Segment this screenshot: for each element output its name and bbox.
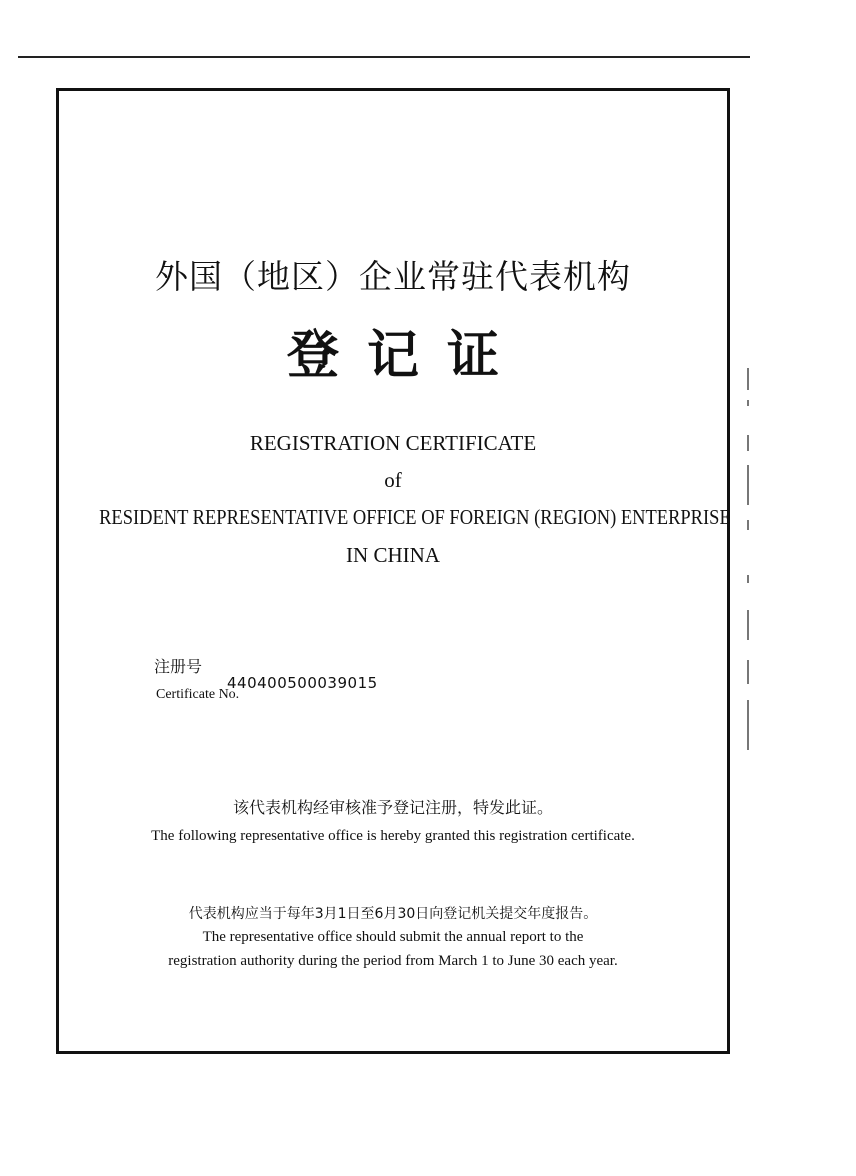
scan-mark: [747, 465, 749, 505]
scan-mark: [747, 660, 749, 684]
certificate-location-en: IN CHINA: [346, 543, 440, 567]
scan-mark: [747, 700, 749, 750]
scan-top-rule: [18, 56, 750, 58]
report-notice-cn: 代表机构应当于每年3月1日至6月30日向登记机关提交年度报告。: [188, 906, 598, 922]
certificate-number-label-en: Certificate No.: [156, 687, 240, 702]
scan-mark: [747, 575, 749, 583]
certificate-number-label-cn: 注册号: [154, 657, 203, 676]
report-notice-en-line2: registration authority during the period from March 1 to June 30 each year.: [168, 953, 618, 969]
certificate-of-en: of: [384, 468, 402, 492]
grant-statement-en: The following representative office is hereby granted this registration certificate.: [151, 828, 635, 844]
certificate-number-value: 440400500039015: [227, 674, 378, 692]
scan-mark: [747, 610, 749, 640]
scan-edge-marks: [747, 360, 751, 760]
certificate-subtitle-en: RESIDENT REPRESENTATIVE OFFICE OF FOREIGN (REGION) ENTERPRISE: [99, 505, 731, 529]
certificate-frame: [56, 88, 730, 1054]
grant-statement-cn: 该代表机构经审核准予登记注册，特发此证。: [232, 798, 553, 817]
scan-mark: [747, 435, 749, 451]
scan-mark: [747, 520, 749, 530]
certificate-title-en: REGISTRATION CERTIFICATE: [249, 431, 537, 455]
scan-mark: [747, 400, 749, 406]
certificate-subtitle-cn: 登记证: [286, 326, 527, 386]
scan-mark: [747, 368, 749, 390]
report-notice-en-line1: The representative office should submit the annual report to the: [202, 929, 584, 945]
certificate-title-cn: 外国（地区）企业常驻代表机构: [155, 257, 631, 296]
